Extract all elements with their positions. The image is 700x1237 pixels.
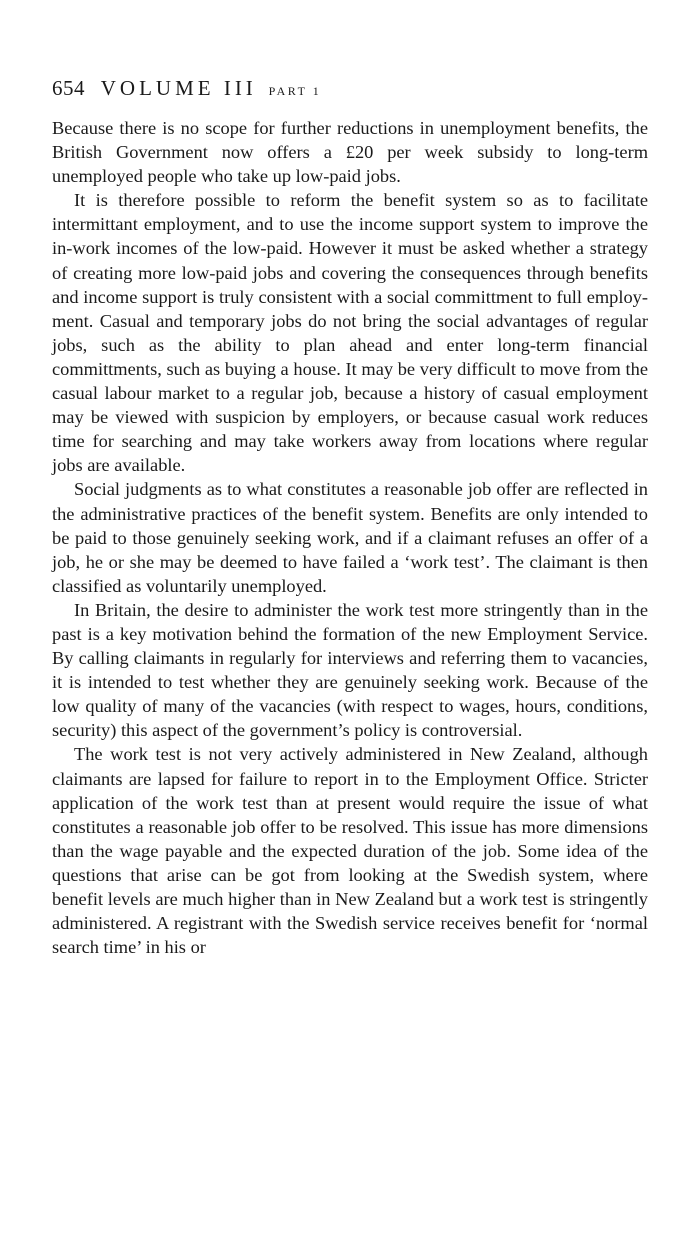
paragraph-1: Because there is no scope for further reductions in unemployment benefits, the British Government now offers a £20 per week subsidy to long-term unemployed people who take up low-paid jobs. <box>52 118 648 187</box>
running-head <box>52 76 648 103</box>
volume-label: VOLUME III <box>100 76 257 100</box>
document-page <box>52 76 648 959</box>
paragraph-4: In Britain, the desire to administer the work test more stringently than in the past is a key motivation behind the formation of the new Employment Service. By calling claimants in regularly for interviews and referring them to vacancies, it is intended to test whether they are genuinely seeking work. Because of the low quality of many of the vacancies (with respect to wages, hours, conditions, security) this aspect of the government’s policy is controversial. <box>52 599 648 741</box>
paragraph-5: The work test is not very actively administered in New Zealand, although claimants are lapsed for failure to report in to the Employment Office. Stricter application of the work test than at present would require the issue of what constitutes a reasonable job offer to be resolved. This issue has more dimensions than the wage payable and the expected duration of the job. Some idea of the questions that arise can be got from looking at the Swedish system, where benefit levels are much higher than in New Zealand but a work test is stringently administered. A registrant with the Swedish service receives benefit for ‘normal search time’ in his or <box>52 744 648 958</box>
paragraph-2: It is therefore possible to reform the benefit system so as to facilitate intermittant employment, and to use the income support system to improve the in-work incomes of the low-paid. However it must be asked whether a strategy of creating more low-paid jobs and covering the consequences through benefits and income support is truly consistent with a social committment to full employment. Casual and temporary jobs do not bring the social advantages of regular jobs, such as the ability to plan ahead and enter long-term financial committments, such as buying a house. It may be very difficult to move from the casual labour market to a regular job, because a history of casual employment may be viewed with suspicion by employers, or because casual work reduces time for searching and may take workers away from locations where regular jobs are available. <box>52 190 648 476</box>
page-number: 654 <box>52 76 85 100</box>
part-label: PART 1 <box>268 84 322 98</box>
paragraph-3: Social judgments as to what constitutes a reasonable job offer are reflected in the administrative practices of the benefit system. Benefits are only intended to be paid to those genuinely seeking work, and if a claimant refuses an offer of a job, he or she may be deemed to have failed a ‘work test’. The claimant is then classified as voluntarily unemployed. <box>52 479 648 596</box>
